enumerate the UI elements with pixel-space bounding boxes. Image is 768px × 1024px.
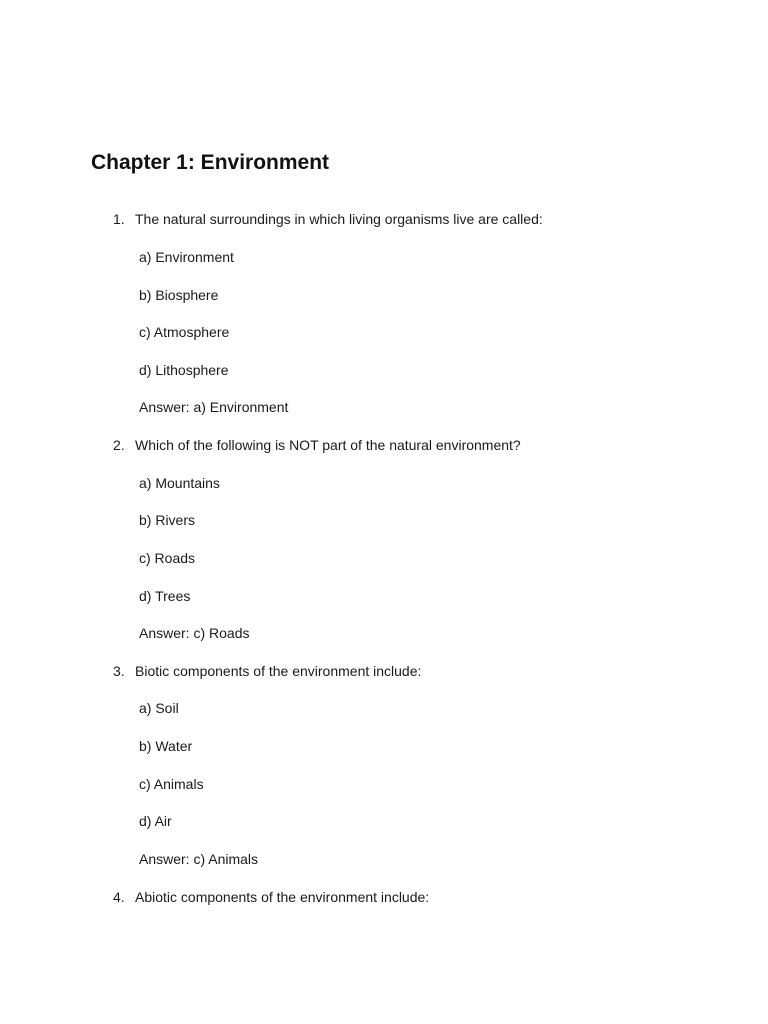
option-c: c) Animals (139, 776, 204, 792)
question-number: 2. (113, 437, 125, 453)
option-a: a) Mountains (139, 475, 220, 491)
option-a: a) Environment (139, 249, 234, 265)
option-c: c) Atmosphere (139, 324, 230, 340)
question-text: Abiotic components of the environment include: (135, 889, 430, 905)
option-b: b) Rivers (139, 512, 196, 528)
question-text: Biotic components of the environment include: (135, 663, 422, 679)
question-number: 1. (113, 211, 125, 227)
option-c: c) Roads (139, 550, 196, 566)
question-text: Which of the following is NOT part of the natural environment? (135, 437, 521, 453)
question-number: 4. (113, 889, 125, 905)
question-text: The natural surroundings in which living organisms live are called: (135, 211, 543, 227)
chapter-title: Chapter 1: Environment (91, 151, 330, 174)
option-d: d) Lithosphere (139, 362, 229, 378)
answer-text: Answer: a) Environment (139, 399, 289, 415)
option-b: b) Water (139, 738, 193, 754)
option-b: b) Biosphere (139, 287, 219, 303)
option-d: d) Trees (139, 588, 191, 604)
answer-text: Answer: c) Animals (139, 851, 259, 867)
option-d: d) Air (139, 813, 172, 829)
question-number: 3. (113, 663, 125, 679)
answer-text: Answer: c) Roads (139, 625, 250, 641)
option-a: a) Soil (139, 700, 179, 716)
